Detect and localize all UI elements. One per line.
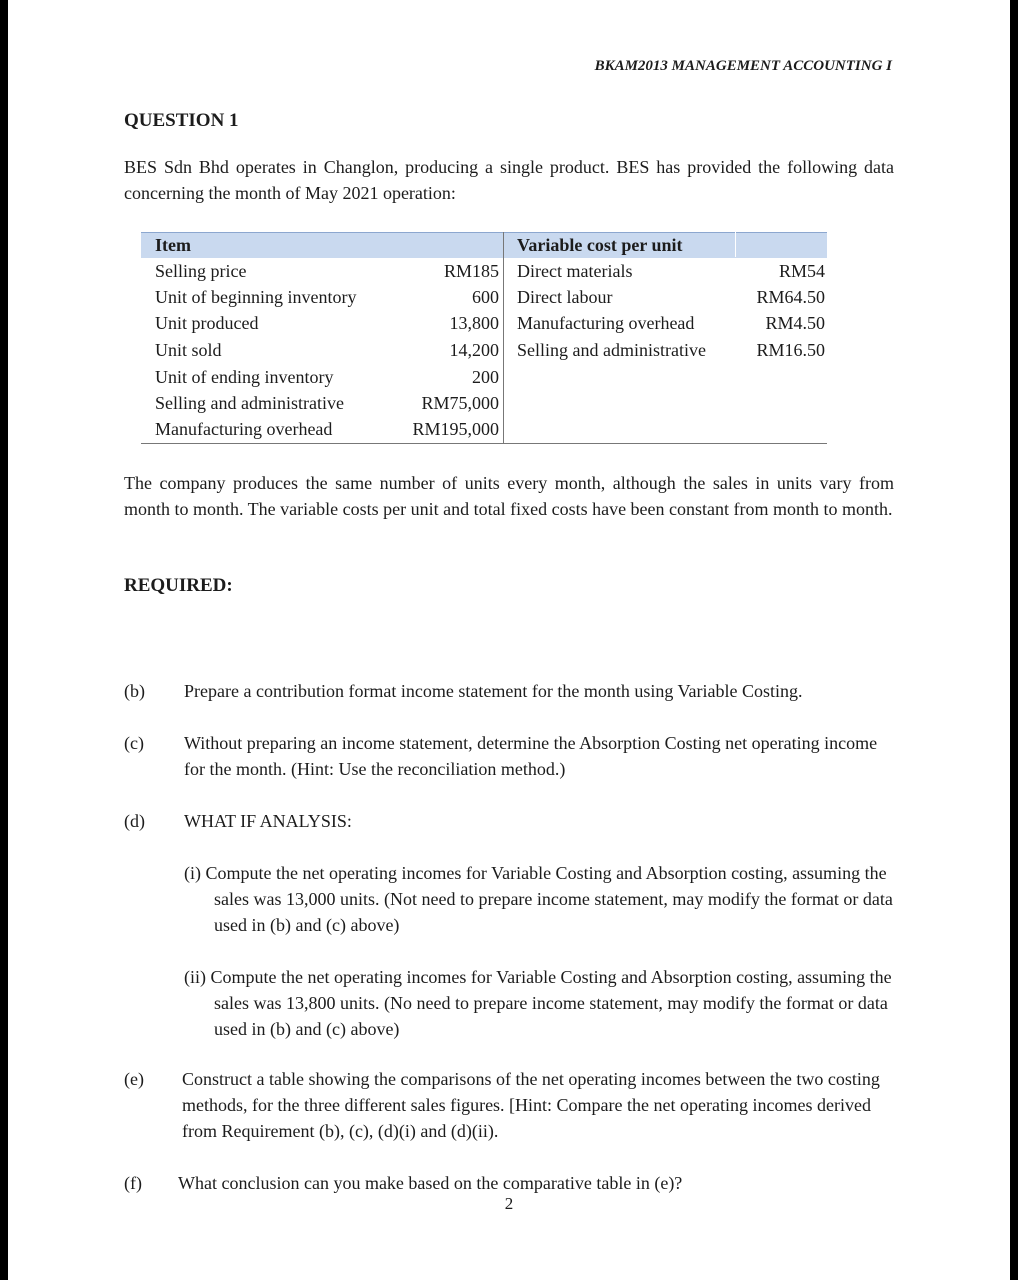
table-row-value: 14,200 (449, 340, 499, 360)
table-row-label: Selling price (155, 261, 247, 281)
table-row-label: Selling and administrative (155, 393, 344, 413)
variable-cost-label: Direct materials (517, 261, 633, 281)
requirement-label: (e) (124, 1069, 144, 1089)
requirement-label: (c) (124, 733, 144, 753)
question-title: QUESTION 1 (124, 110, 239, 131)
table-bottom-rule (141, 443, 827, 444)
variable-cost-value: RM54 (778, 261, 825, 281)
requirement-label: (b) (124, 681, 145, 701)
variable-cost-label: Direct labour (517, 287, 613, 307)
requirement-text: WHAT IF ANALYSIS: (184, 811, 352, 831)
table-row-label: Unit produced (155, 313, 259, 333)
question-note: The company produces the same number of units every month, although the sales in units vary from month to month. The variable costs per unit and total fixed costs have been constant from month to month. (124, 473, 894, 519)
what-if-item: (i) Compute the net operating incomes for Variable Costing and Absorption costing, assuming the sales was 13,000 units. (Not need to prepare income statement, may modify the format or data used in (b) and (c) above) (184, 863, 893, 935)
question-intro: BES Sdn Bhd operates in Changlon, producing a single product. BES has provided the following data concerning the month of May 2021 operation: (124, 157, 894, 203)
variable-cost-value: RM4.50 (765, 313, 825, 333)
table-header-row (141, 232, 827, 258)
table-divider (503, 232, 504, 444)
variable-cost-value: RM64.50 (756, 287, 825, 307)
course-header: BKAM2013 MANAGEMENT ACCOUNTING I (594, 58, 892, 74)
page-number: 2 (504, 1194, 514, 1213)
requirement-text: Prepare a contribution format income statement for the month using Variable Costing. (184, 681, 803, 701)
item-column-header: Item (155, 235, 191, 255)
table-row-value: 600 (472, 287, 499, 307)
requirement-label: (d) (124, 811, 145, 831)
requirement-label: (f) (124, 1173, 142, 1193)
table-row-label: Manufacturing overhead (155, 419, 333, 439)
what-if-item: (ii) Compute the net operating incomes for Variable Costing and Absorption costing, assuming the sales was 13,800 units. (No need to prepare income statement, may modify the format or data used in (b) and (c) above) (184, 967, 892, 1039)
variable-cost-label: Manufacturing overhead (517, 313, 695, 333)
document-page (8, 0, 1010, 1280)
table-row-label: Unit sold (155, 340, 222, 360)
table-row-value: RM195,000 (412, 419, 499, 439)
variable-cost-label: Selling and administrative (517, 340, 706, 360)
requirement-text: What conclusion can you make based on the comparative table in (e)? (178, 1173, 683, 1193)
data-table (141, 232, 827, 444)
variable-cost-column-header: Variable cost per unit (517, 235, 683, 255)
table-header-divider (735, 232, 736, 257)
table-row-value: RM185 (443, 261, 499, 281)
table-row-value: 13,800 (449, 313, 499, 333)
table-row-label: Unit of beginning inventory (155, 287, 357, 307)
table-row-label: Unit of ending inventory (155, 367, 334, 387)
requirement-text: Without preparing an income statement, determine the Absorption Costing net operating income for the month. (Hint: Use the reconciliation method.) (184, 733, 878, 779)
required-heading: REQUIRED: (124, 575, 233, 596)
variable-cost-value: RM16.50 (756, 340, 825, 360)
requirement-text: Construct a table showing the comparisons of the net operating incomes between the two costing methods, for the three different sales figures. [Hint: Compare the net operating incomes derived from Requirement (b), (c), (d)(i) and (d)(ii). (182, 1069, 880, 1141)
table-row-value: RM75,000 (421, 393, 499, 413)
table-row-value: 200 (472, 367, 499, 387)
